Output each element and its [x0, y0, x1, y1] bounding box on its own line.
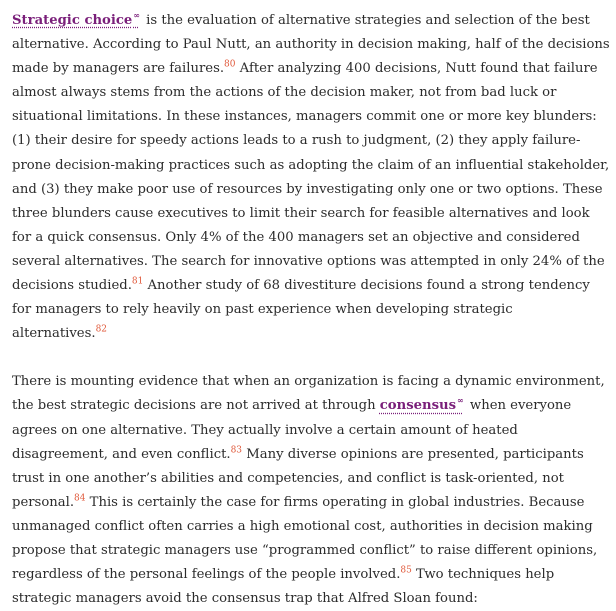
glossary-link-icon: ∞ [133, 9, 140, 20]
footnote-ref-82[interactable]: 82 [95, 324, 108, 335]
text-segment: After analyzing 400 decisions, Nutt found that failure almost always stems from the actions of the decision maker, not from bad luck or situational limitations. In these instances, managers commit one or more key blunders: (1) their desire for speedy actions leads to a rush to judgment, (2) they apply failure-prone decision-making practices such as adopting the claim of an influential stakeholder, and (3) they make poor use of resources by investigating only one or two options. These three blunders cause executives to limit their search for feasible alternatives and look for a quick consensus. Only 4% of the 400 managers set an objective and considered several alternatives. The search for innovative options was attempted in only 24% of the decisions studied. [12, 61, 610, 294]
glossary-term-label: consensus [379, 398, 457, 414]
glossary-term-label: Strategic choice [12, 13, 133, 28]
glossary-term-consensus[interactable] [379, 395, 466, 414]
text-segment: is the evaluation of alternative strategies and selection of the best alternative. According to Paul Nutt, an authority in decision making, half of the decisions made by managers are failures. [12, 13, 610, 77]
text-segment: Two techniques help strategic managers avoid the consensus trap that Alfred Sloan found: [12, 567, 555, 607]
text-segment: when everyone agrees on one alternative. They actually involve a certain amount of heated disagreement, and even conflict. [12, 398, 572, 462]
text-segment: This is certainly the case for firms operating in global industries. Because unmanaged conflict often carries a high emotional cost, authorities in decision making propose that strategic managers use “programmed conflict” to raise different opinions, regardless of the personal feelings of the people involved. [12, 494, 598, 583]
text-segment: Many diverse opinions are presented, participants trust in one another’s abilities and competencies, and conflict is task-oriented, not personal. [12, 446, 584, 510]
text-segment: There is mounting evidence that when an organization is facing a dynamic environment, the best strategic decisions are not arrived at through [12, 374, 605, 414]
text-segment: Another study of 68 divestiture decisions found a strong tendency for managers to rely heavily on past experience when developing strategic alternatives. [12, 278, 590, 342]
footnote-ref-85[interactable]: 85 [400, 565, 412, 576]
glossary-link-icon: ∞ [457, 395, 464, 406]
footnote-ref-84[interactable]: 84 [74, 493, 86, 504]
glossary-term-strategic-choice[interactable] [12, 9, 142, 28]
footnote-ref-80[interactable]: 80 [224, 59, 236, 70]
footnote-ref-83[interactable]: 83 [230, 445, 243, 456]
paragraph-consensus [12, 370, 610, 611]
footnote-ref-81[interactable]: 81 [131, 276, 144, 287]
paragraph-strategic-choice [12, 9, 610, 346]
